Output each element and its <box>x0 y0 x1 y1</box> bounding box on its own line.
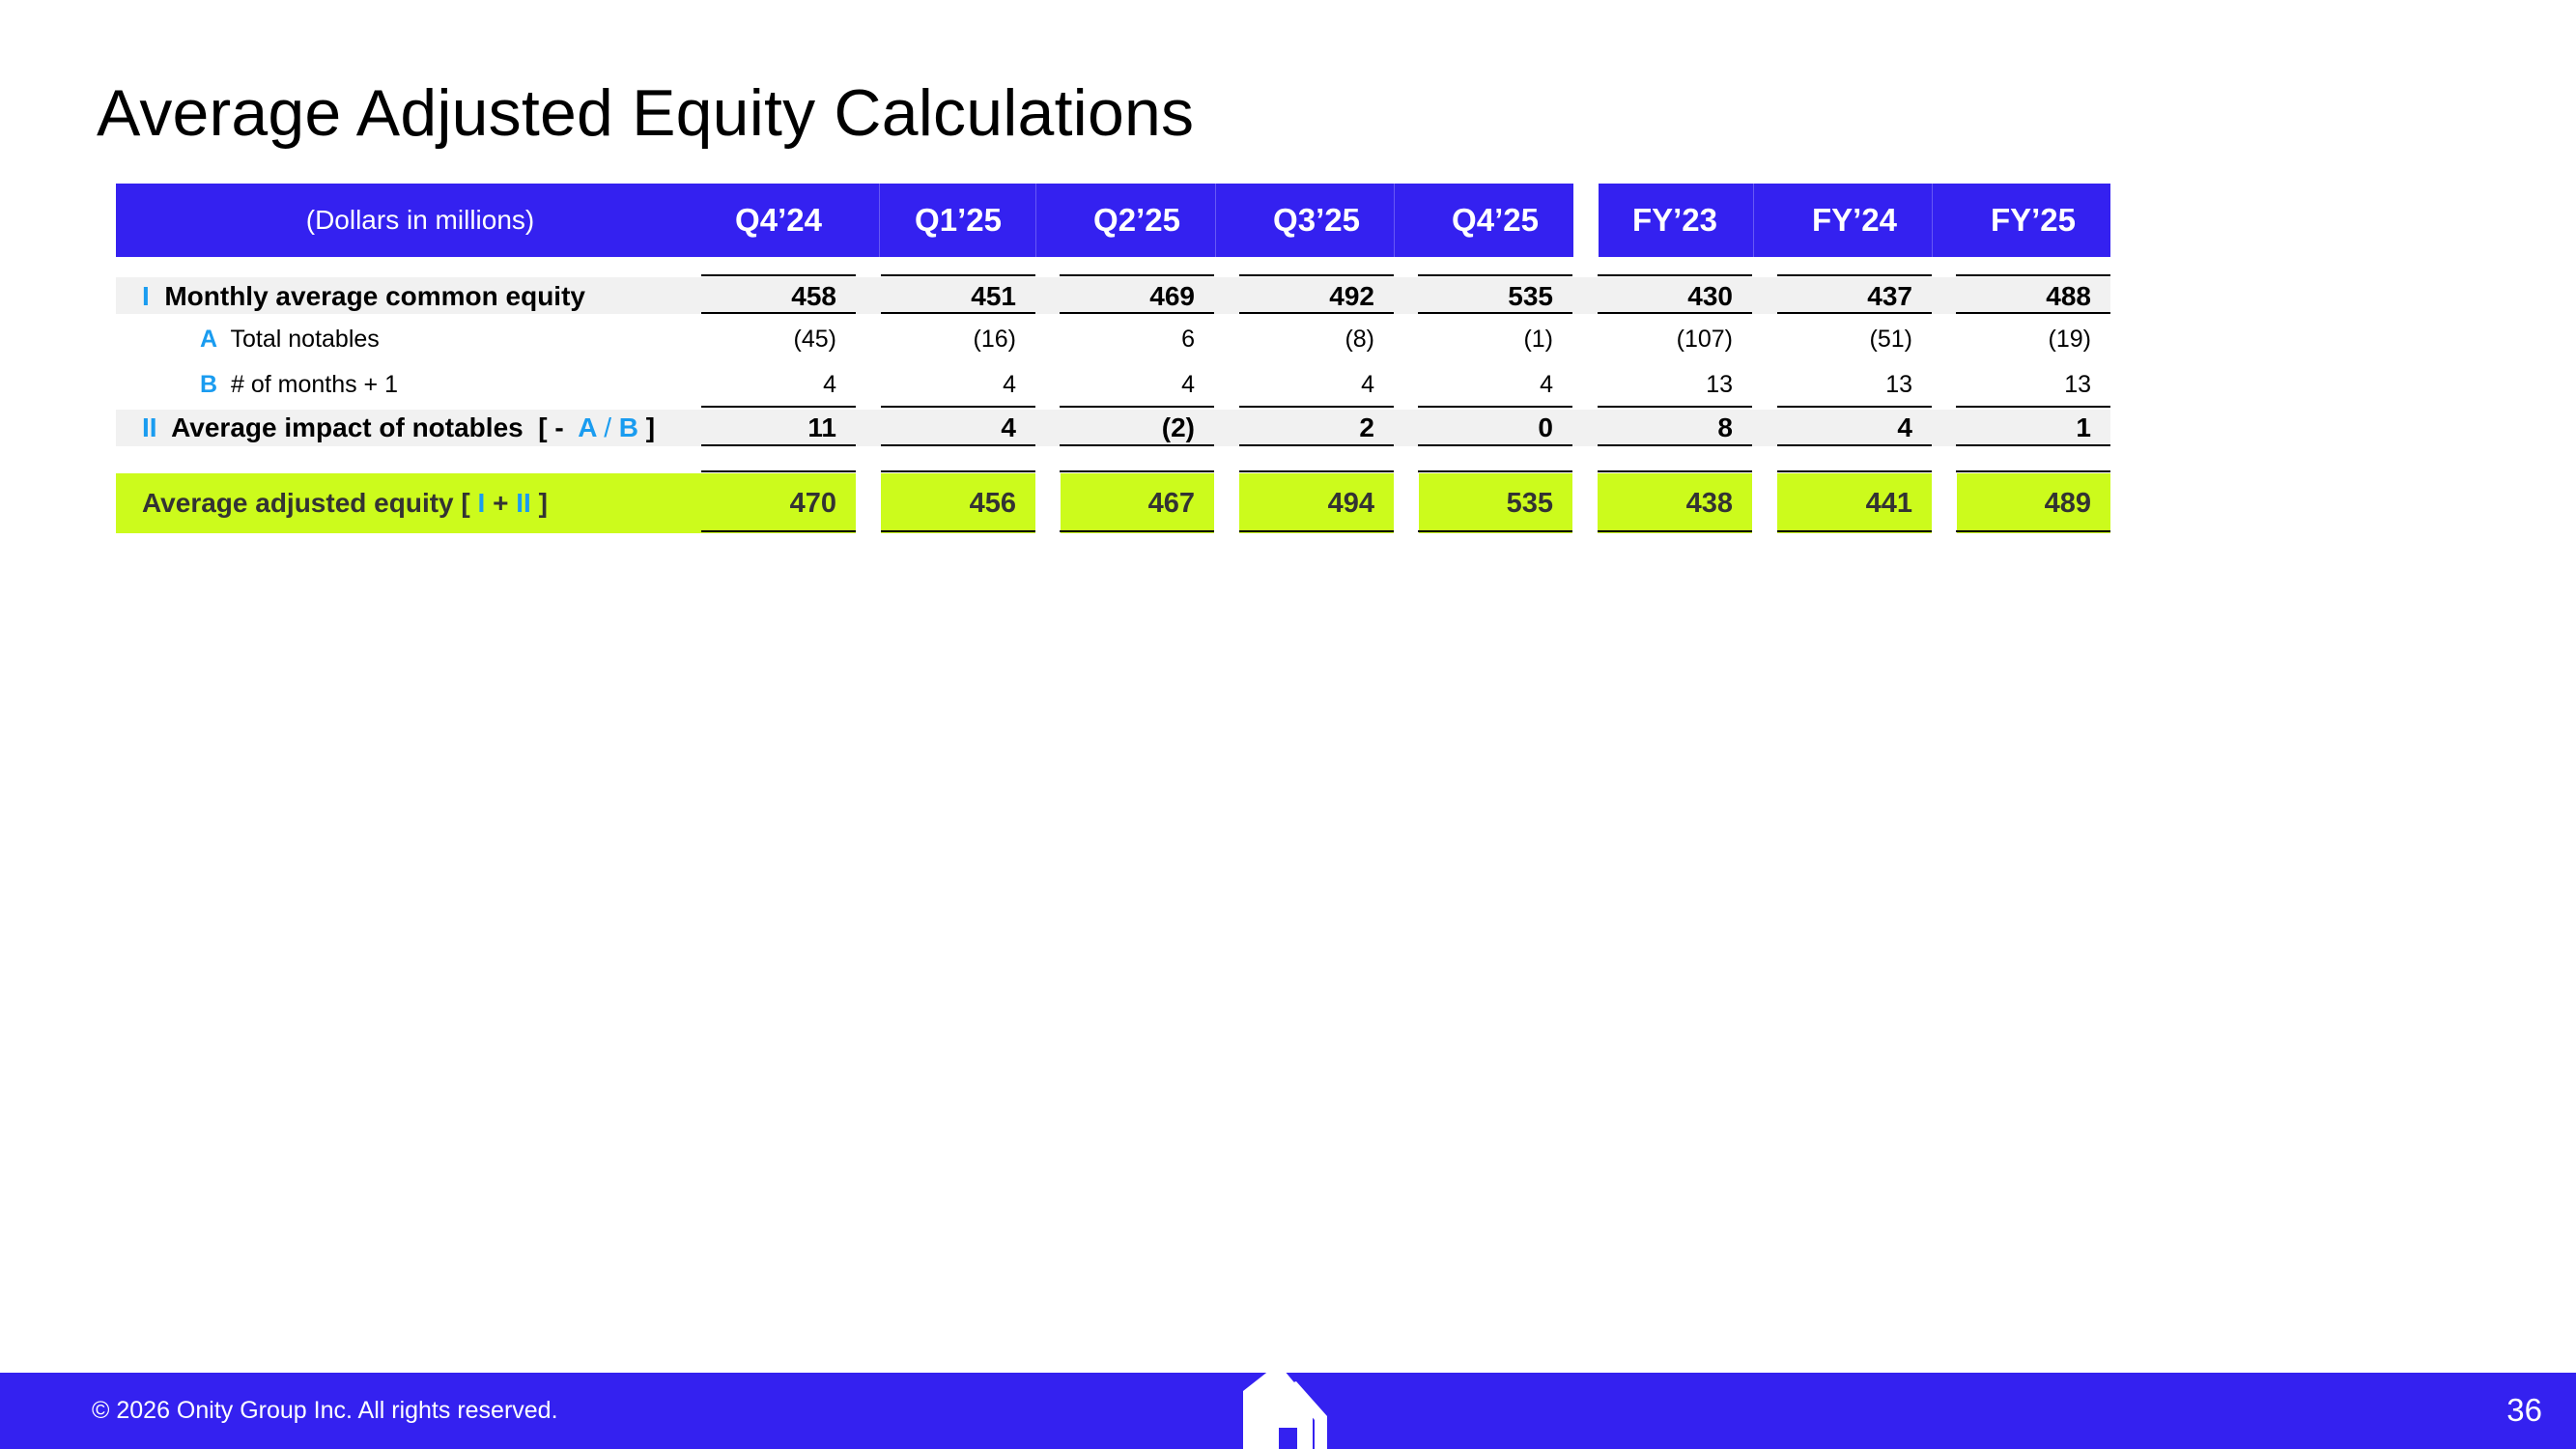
column-rule <box>881 444 1035 446</box>
column-rule <box>1418 406 1572 408</box>
column-rule <box>881 312 1035 314</box>
row-label-avg-adjusted: Average adjusted equity [ I + II ] <box>142 488 548 518</box>
column-rule <box>1060 530 1214 532</box>
column-rule <box>1060 274 1214 276</box>
house-logo-icon <box>1240 1370 1339 1449</box>
cell-avg-impact: 2 <box>1359 412 1374 442</box>
column-rule <box>1956 312 2110 314</box>
cell-total-notables: (45) <box>793 326 836 353</box>
column-rule <box>881 274 1035 276</box>
column-rule <box>881 406 1035 408</box>
column-rule <box>701 444 856 446</box>
column-header-fy24: FY’24 <box>1811 202 1898 238</box>
column-header-q424: Q4’24 <box>735 202 822 238</box>
column-rule <box>1239 444 1394 446</box>
column-rule <box>1239 274 1394 276</box>
column-rule <box>1418 312 1572 314</box>
cell-monthly-equity: 492 <box>1329 281 1374 311</box>
column-rule <box>1418 530 1572 532</box>
column-rule <box>1598 470 1752 472</box>
cell-avg-adjusted: 535 <box>1506 488 1553 519</box>
column-header-q325: Q3’25 <box>1273 202 1360 238</box>
column-rule <box>701 274 856 276</box>
column-header-q425: Q4’25 <box>1452 202 1539 238</box>
column-rule <box>1239 312 1394 314</box>
column-rule <box>881 530 1035 532</box>
cell-avg-impact: 1 <box>2076 412 2091 442</box>
cell-months: 4 <box>823 371 836 398</box>
column-rule <box>701 470 856 472</box>
column-rule <box>1777 444 1932 446</box>
cell-avg-adjusted: 494 <box>1327 488 1374 519</box>
column-rule <box>1777 530 1932 532</box>
column-rule <box>1418 444 1572 446</box>
cell-months: 13 <box>1706 371 1733 398</box>
column-rule <box>1239 406 1394 408</box>
column-rule <box>1239 530 1394 532</box>
cell-avg-adjusted: 489 <box>2044 488 2091 519</box>
column-rule <box>881 470 1035 472</box>
column-rule <box>1598 406 1752 408</box>
cell-months: 4 <box>1003 371 1016 398</box>
cell-months: 4 <box>1181 371 1195 398</box>
column-rule <box>1598 274 1752 276</box>
cell-avg-adjusted: 467 <box>1147 488 1195 519</box>
cell-months: 13 <box>1885 371 1912 398</box>
cell-avg-adjusted: 470 <box>789 488 836 519</box>
cell-avg-adjusted: 438 <box>1685 488 1733 519</box>
column-header-q125: Q1’25 <box>915 202 1002 238</box>
column-rule <box>1060 470 1214 472</box>
column-rule <box>1956 530 2110 532</box>
page-number: 36 <box>2506 1392 2542 1428</box>
column-rule <box>1956 444 2110 446</box>
column-rule <box>701 530 856 532</box>
column-rule <box>1956 406 2110 408</box>
cell-total-notables: (16) <box>973 326 1016 353</box>
cell-total-notables: (8) <box>1345 326 1374 353</box>
cell-monthly-equity: 458 <box>791 281 836 311</box>
column-rule <box>1777 312 1932 314</box>
column-rule <box>1956 274 2110 276</box>
cell-avg-impact: 4 <box>1897 412 1912 442</box>
column-rule <box>1598 530 1752 532</box>
cell-avg-adjusted: 456 <box>969 488 1016 519</box>
column-rule <box>1060 312 1214 314</box>
marker-ii: II <box>142 412 157 442</box>
row-label-total-notables: A Total notables <box>200 326 380 353</box>
unit-label: (Dollars in millions) <box>305 205 535 235</box>
column-rule <box>1060 444 1214 446</box>
cell-avg-impact: 0 <box>1538 412 1553 442</box>
cell-monthly-equity: 437 <box>1867 281 1912 311</box>
column-rule <box>1777 470 1932 472</box>
column-rule <box>1418 470 1572 472</box>
column-rule <box>1777 274 1932 276</box>
column-rule <box>1598 444 1752 446</box>
cell-monthly-equity: 535 <box>1508 281 1553 311</box>
cell-avg-impact: 8 <box>1717 412 1733 442</box>
cell-avg-adjusted: 441 <box>1865 488 1912 519</box>
cell-monthly-equity: 488 <box>2046 281 2091 311</box>
cell-total-notables: 6 <box>1181 326 1195 353</box>
marker-b: B <box>200 371 218 398</box>
cell-monthly-equity: 451 <box>971 281 1016 311</box>
column-header-fy25: FY’25 <box>1990 202 2077 238</box>
column-rule <box>701 406 856 408</box>
cell-total-notables: (107) <box>1676 326 1733 353</box>
row-label-months: B # of months + 1 <box>200 371 398 398</box>
column-rule <box>1777 406 1932 408</box>
column-rule <box>1239 470 1394 472</box>
cell-monthly-equity: 469 <box>1149 281 1195 311</box>
row-label-avg-impact: II Average impact of notables [ - A / B ] <box>142 412 656 442</box>
column-rule <box>1060 406 1214 408</box>
cell-months: 4 <box>1361 371 1374 398</box>
marker-i: I <box>142 281 150 311</box>
column-rule <box>1598 312 1752 314</box>
cell-total-notables: (51) <box>1869 326 1912 353</box>
copyright-text: © 2026 Onity Group Inc. All rights reserved. <box>92 1397 558 1424</box>
cell-total-notables: (1) <box>1523 326 1553 353</box>
column-header-q225: Q2’25 <box>1093 202 1180 238</box>
cell-total-notables: (19) <box>2048 326 2091 353</box>
cell-months: 13 <box>2064 371 2091 398</box>
cell-avg-impact: 11 <box>807 412 836 442</box>
column-header-fy23: FY’23 <box>1631 202 1718 238</box>
column-rule <box>1418 274 1572 276</box>
page-title: Average Adjusted Equity Calculations <box>97 76 1195 150</box>
cell-avg-impact: (2) <box>1161 412 1195 442</box>
column-rule <box>1956 470 2110 472</box>
cell-monthly-equity: 430 <box>1687 281 1733 311</box>
cell-months: 4 <box>1540 371 1553 398</box>
cell-avg-impact: 4 <box>1001 412 1016 442</box>
marker-a: A <box>200 326 218 353</box>
column-rule <box>701 312 856 314</box>
row-label-monthly-equity: I Monthly average common equity <box>142 281 585 311</box>
